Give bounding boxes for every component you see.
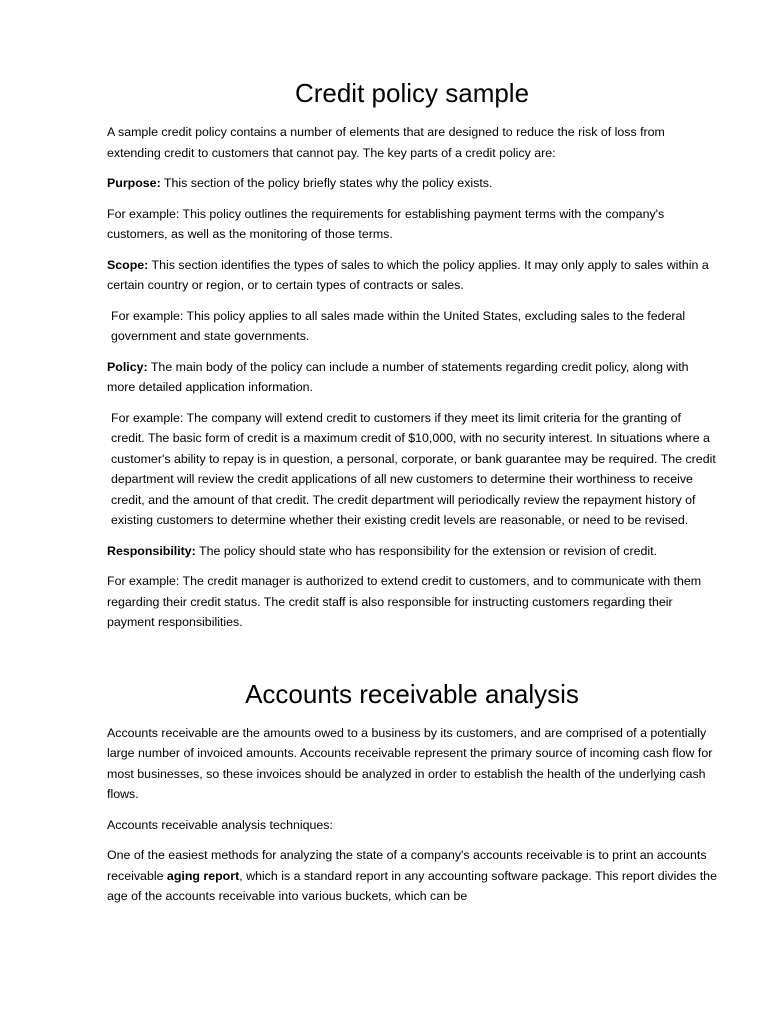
policy-example-paragraph <box>107 408 717 531</box>
scope-text: This section identifies the types of sales to which the policy applies. It may only apply to sales within a certain country or region, or to certain types of contracts or sales. <box>107 257 709 292</box>
purpose-example-label: For example: <box>107 206 180 221</box>
ar-intro-paragraph: Accounts receivable are the amounts owed to a business by its customers, and are comprised of a potentially large number of invoiced amounts. Accounts receivable represent the primary source of incoming cash flow for most businesses, so these invoices should be analyzed in order to establish the health of the underlying cash flows. <box>107 725 713 801</box>
scope-example-label: For example: <box>111 308 184 323</box>
purpose-paragraph <box>107 173 717 194</box>
policy-paragraph <box>107 357 717 398</box>
policy-text: The main body of the policy can include a number of statements regarding credit policy, along with more detailed application information. <box>107 359 689 394</box>
policy-example-text: The company will extend credit to customers if they meet its limit criteria for the granting of credit. The basic form of credit is a maximum credit of $10,000, with no security interest. In situations where a customer's ability to repay is in question, a personal, corporate, or bank guarantee may be required. The credit department will review the credit applications of all new customers to determine their worthiness to receive credit, and the amount of that credit. The credit department will periodically review the repayment history of existing customers to determine whether their existing credit levels are reasonable, or need to be revised. <box>111 410 716 527</box>
scope-paragraph <box>107 255 717 296</box>
section-title-ar: Accounts receivable analysis <box>245 678 579 709</box>
intro-paragraph: A sample credit policy contains a number of elements that are designed to reduce the risk of loss from extending credit to customers that cannot pay. The key parts of a credit policy are: <box>107 125 665 160</box>
ar-techniques-heading: Accounts receivable analysis techniques: <box>107 817 333 832</box>
purpose-text: This section of the policy briefly states why the policy exists. <box>160 176 493 190</box>
responsibility-example-label: For example: <box>107 574 180 588</box>
ar-method-paragraph <box>107 845 717 907</box>
policy-label: Policy: <box>107 359 148 374</box>
policy-example-label: For example: <box>111 410 184 425</box>
responsibility-label: Responsibility: <box>107 543 196 558</box>
document-body <box>107 76 717 917</box>
responsibility-paragraph <box>107 541 717 562</box>
ar-method-after: , which is a standard report in any accounting software package. This report divides the age of the accounts receivable into various buckets, which can be <box>107 868 717 903</box>
aging-report-term: aging report <box>166 868 240 883</box>
purpose-label: Purpose: <box>107 176 161 190</box>
scope-label: Scope: <box>107 257 149 272</box>
responsibility-example-paragraph <box>107 571 717 633</box>
responsibility-example-text: The credit manager is authorized to extend credit to customers, and to communicate with them regarding their credit status. The credit staff is also responsible for instructing customers regarding their payment responsibilities. <box>107 574 702 629</box>
responsibility-text: The policy should state who has responsibility for the extension or revision of credit. <box>195 543 658 558</box>
scope-example-paragraph <box>107 306 717 347</box>
purpose-example-text: This policy outlines the requirements for establishing payment terms with the company's customers, as well as the monitoring of those terms. <box>107 206 665 241</box>
scope-example-text: This policy applies to all sales made within the United States, excluding sales to the federal government and state governments. <box>111 308 686 343</box>
ar-method-before: One of the easiest methods for analyzing the state of a company's accounts receivable is to print an accounts receivable <box>107 848 707 883</box>
page-title: Credit policy sample <box>294 78 530 108</box>
purpose-example-paragraph <box>107 204 717 245</box>
